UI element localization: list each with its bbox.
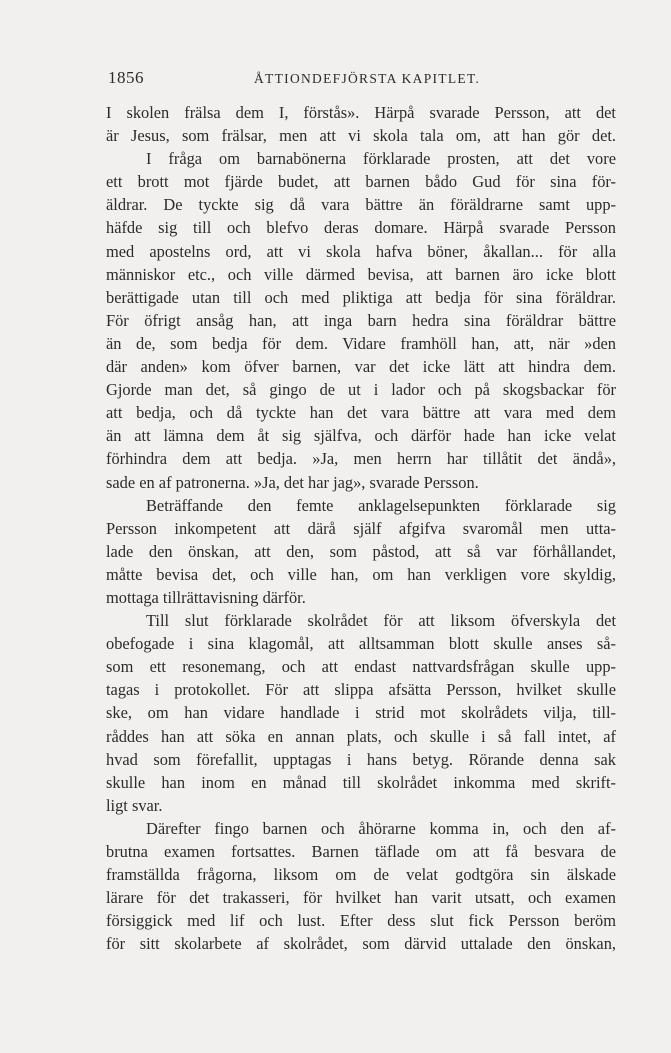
text-line: berättigade utan till och med pliktiga att bedja för sina föräldrar. bbox=[106, 287, 616, 307]
text-line: För öfrigt ansåg han, att inga barn hedra sina föräldrar bättre bbox=[106, 310, 616, 330]
text-line: för sitt skolarbete af skolrådet, som därvid uttalade den önskan, bbox=[106, 934, 616, 954]
text-line: ligt svar. bbox=[106, 795, 163, 815]
text-line: som ett resonemang, och att endast nattvardsfrågan skulle upp- bbox=[106, 657, 616, 677]
text-line: tagas i protokollet. För att slippa afsätta Persson, hvilket skulle bbox=[106, 680, 616, 700]
text-line: obefogade i sina klagomål, att alltsamman blott skulle anses så- bbox=[106, 634, 616, 654]
text-line: ett brott mot fjärde budet, att barnen bådo Gud för sina för- bbox=[106, 172, 616, 192]
text-line: I fråga om barnabönerna förklarade prosten, att det vore bbox=[146, 149, 616, 169]
text-line: är Jesus, som frälsar, men att vi skola tala om, att han gör det. bbox=[106, 126, 616, 146]
text-line: ske, om han vidare handlade i strid mot skolrådets vilja, till- bbox=[106, 703, 616, 723]
text-line: Gjorde man det, så gingo de ut i lador och på skogsbackar för bbox=[106, 380, 616, 400]
text-line: försiggick med lif och lust. Efter dess slut fick Persson beröm bbox=[106, 911, 616, 931]
text-line: än att lämna dem åt sig själfva, och därför hade han icke velat bbox=[106, 426, 616, 446]
text-line: lade den önskan, att den, som påstod, att så var förhållandet, bbox=[106, 541, 616, 561]
text-line: med apostelns ord, att vi skola hafva böner, åkallan... för alla bbox=[106, 241, 616, 261]
text-line: Beträffande den femte anklagelsepunkten förklarade sig bbox=[146, 495, 616, 515]
text-line: måtte bevisa det, och ville han, om han verkligen vore skyldig, bbox=[106, 564, 616, 584]
text-line: häfde sig till och blefvo deras domare. Härpå svarade Persson bbox=[106, 218, 616, 238]
text-line: människor etc., och ville därmed bevisa, att barnen äro icke blott bbox=[106, 264, 616, 284]
text-line: där anden» kom öfver barnen, var det icke lätt att hindra dem. bbox=[106, 357, 616, 377]
text-line: Därefter fingo barnen och åhörarne komma in, och den af- bbox=[146, 818, 616, 838]
running-title: ÅTTIONDEFJÖRSTA KAPITLET. bbox=[254, 71, 481, 86]
text-line: skulle han inom en månad till skolrådet inkomma med skrift- bbox=[106, 772, 616, 792]
text-line: mottaga tillrättavisning därför. bbox=[106, 587, 306, 607]
text-line: än de, som bedja för dem. Vidare framhöll han, att, när »den bbox=[106, 333, 616, 353]
text-line: råddes han att söka en annan plats, och skulle i så fall intet, af bbox=[106, 726, 616, 746]
text-line: Till slut förklarade skolrådet för att liksom öfverskyla det bbox=[146, 611, 616, 631]
text-line: lärare för det trakasseri, för hvilket han varit utsatt, och examen bbox=[106, 888, 616, 908]
text-line: Persson inkompetent att därå själf afgifva svaromål men utta- bbox=[106, 518, 616, 538]
text-line: hvad som förefallit, upptagas i hans betyg. Rörande denna sak bbox=[106, 749, 616, 769]
page-number: 1856 bbox=[108, 68, 144, 87]
text-line: brutna examen fortsattes. Barnen täflade om att få besvara de bbox=[106, 842, 616, 861]
text-line: äldrar. De tyckte sig då vara bättre än föräldrarne samt upp- bbox=[106, 195, 616, 215]
text-line: I skolen frälsa dem I, förstås». Härpå svarade Persson, att det bbox=[106, 103, 616, 122]
text-line: framställda frågorna, liksom om de velat godtgöra sin älskade bbox=[106, 865, 616, 885]
body-text bbox=[106, 101, 616, 955]
text-line: förhindra dem att bedja. »Ja, men herrn har tillåtit det ändå», bbox=[106, 449, 616, 469]
page-header bbox=[106, 68, 616, 92]
text-line: sade en af patronerna. »Ja, det har jag», svarade Persson. bbox=[106, 472, 479, 492]
text-line: att bedja, och då tyckte han det vara bättre att vara med dem bbox=[106, 403, 616, 423]
